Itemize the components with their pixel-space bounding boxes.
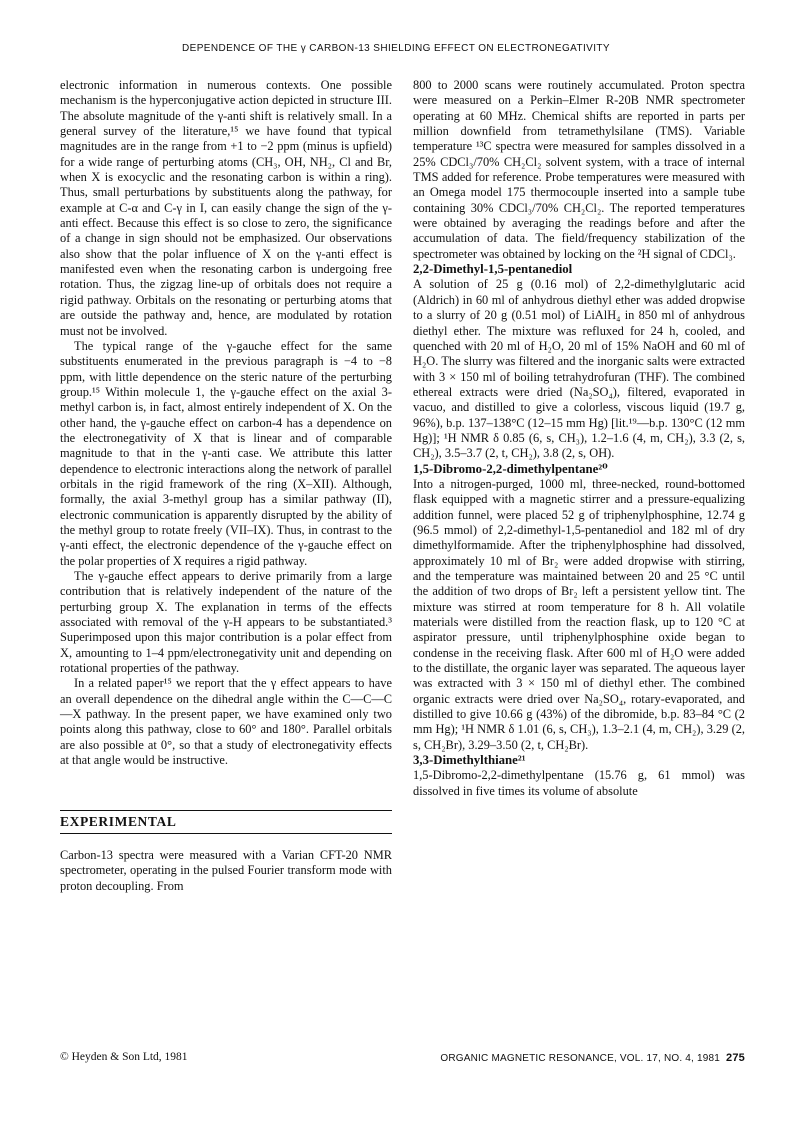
- copyright-footer: © Heyden & Son Ltd, 1981: [60, 1051, 188, 1063]
- spacer: [60, 834, 392, 848]
- paragraph: A solution of 25 g (0.16 mol) of 2,2-dimethylglutaric acid (Aldrich) in 60 ml of anhydrous diethyl ether was added dropwise to a slurry of 20 g (0.51 mol) of LiAlH₄ in 850 ml of anhydrous diethyl ether. The mixture was refluxed for 24 h, cooled, and quenched with 20 ml of H₂O, 20 ml of 15% NaOH and 60 ml of H₂O. The slurry was filtered and the inorganic salts were extracted with 3 × 150 ml of boiling tetrahydrofuran (THF). The combined ethereal extracts were dried (Na₂SO₄), filtered, evaporated in vacuo, and distilled to give a colorless, viscous liquid (19.7 g, 96%), b.p. 137–138°C (12–15 mm Hg) [lit.¹⁹—b.p. 130°C (12 mm Hg)]; ¹H NMR δ 0.85 (6, s, CH₃), 1.2–1.6 (4, m, CH₂), 3.3 (2, s, CH₂), 3.5–3.7 (2, t, CH₂), 3.8 (2, s, OH).: [413, 277, 745, 461]
- paragraph: 1,5-Dibromo-2,2-dimethylpentane (15.76 g, 61 mmol) was dissolved in five times its volume of absolute: [413, 768, 745, 798]
- subsection-heading: 2,2-Dimethyl-1,5-pentanediol: [413, 262, 573, 277]
- page-number: 275: [726, 1052, 745, 1064]
- section-heading-experimental: EXPERIMENTAL: [60, 810, 392, 833]
- subsection-heading: 3,3-Dimethylthiane²¹: [413, 753, 526, 768]
- left-column: [60, 78, 392, 894]
- paragraph: In a related paper¹⁵ we report that the γ effect appears to have an overall dependence on the dihedral angle within the C—C—C—X pathway. In the present paper, we have examined only two points along this pathway, close to 60° and 180°. Parallel orbitals are also possible at 0°, so that a study of electronegativity effects at that angle would be instructive.: [60, 676, 392, 768]
- paragraph: The typical range of the γ-gauche effect for the same substituents enumerated in the previous paragraph is −4 to −8 ppm, with little dependence on the steric nature of the perturbing group.¹⁵ Within molecule 1, the γ-gauche effect on the axial 3-methyl carbon is, in fact, almost entirely independent of X. On the other hand, the γ-gauche effect on carbon-4 has a dependence on the electronegativity of X that is linear and of comparable magnitude to that in the γ-anti case. We attribute this latter dependence to electronic interactions along the network of parallel orbitals in the rigid framework of the ring (X–XII). Although, formally, the axial 3-methyl group has a similar pathway (II), electronic communication is apparently disrupted by the ability of the methyl group to rotate freely (VII–IX). Thus, in contrast to the γ-anti effect, the electronic dependence of the γ-gauche effect on the polar properties of X requires a rigid pathway.: [60, 338, 392, 568]
- spacer: [60, 768, 392, 810]
- journal-footer: [413, 1052, 745, 1064]
- paragraph: Carbon-13 spectra were measured with a Varian CFT-20 NMR spectrometer, operating in the pulsed Fourier transform mode with proton decoupling. From: [60, 847, 392, 893]
- journal-citation: ORGANIC MAGNETIC RESONANCE, VOL. 17, NO. 4, 1981: [440, 1053, 721, 1064]
- subsection-heading: 1,5-Dibromo-2,2-dimethylpentane²⁰: [413, 461, 608, 476]
- right-column: [413, 78, 745, 799]
- paragraph: The γ-gauche effect appears to derive primarily from a large contribution that is relatively independent of the nature of the perturbing group X. The explanation in terms of the effects associated with removal of the γ-H appears to be substantiated.³ Superimposed upon this major contribution is a polar effect from X, amounting to 1–4 ppm/electronegativity unit and depending on rotational properties of the pathway.: [60, 569, 392, 676]
- paragraph: 800 to 2000 scans were routinely accumulated. Proton spectra were measured on a Perkin–Elmer R-20B NMR spectrometer operating at 60 MHz. Chemical shifts are reported in parts per million downfield from tetramethylsilane (TMS). Variable temperature ¹³C spectra were measured for samples dissolved in a 25% CDCl₃/70% CH₂Cl₂ solvent system, with a trace of internal TMS added for reference. Probe temperatures were measured with an Omega model 175 thermocouple inserted into a sample tube containing 30% CDCl₃/70% CH₂Cl₂. The reported temperatures were obtained by averaging the readings before and after the accumulation of data. The field/frequency stabilization of the spectrometer was obtained by locking on the ²H signal of CDCl₃.: [413, 78, 745, 261]
- paragraph: Into a nitrogen-purged, 1000 ml, three-necked, round-bottomed flask equipped with a magnetic stirrer and a pressure-equalizing addition funnel, were placed 52 g of triphenylphosphine, 12.74 g (96.5 mmol) of 2,2-dimethyl-1,5-pentanediol and 182 ml of dry dimethylformamide. After the triphenylphosphine had dissolved, approximately 10 ml of Br₂ were added dropwise with stirring, and the temperature was maintained between 20 and 25 °C until the addition of two drops of Br₂ left a persistent yellow tint. The mixture was stirred at room temperature for 8 h. All volatile materials were distilled from the reaction flask, up to 120 °C at aspirator pressure, until triphenylphosphine oxide began to condense in the receiving flask. After 600 ml of H₂O were added to the distillate, the organic layer was separated. The aqueous layer was extracted with 3 × 150 ml of diethyl ether. The combined organic extracts were dried over Na₂SO₄, rotary-evaporated, and distilled to give 10.66 g (43%) of the dibromide, b.p. 83–84 °C (2 mm Hg); ¹H NMR δ 1.01 (6, s, CH₃), 1.3–2.1 (4, m, CH₂), 3.29 (2, s, CH₂Br), 3.29–3.50 (2, t, CH₂Br).: [413, 476, 745, 752]
- running-head: DEPENDENCE OF THE γ CARBON-13 SHIELDING EFFECT ON ELECTRONEGATIVITY: [182, 43, 610, 54]
- paragraph: electronic information in numerous contexts. One possible mechanism is the hyperconjugative action depicted in structure III. The absolute magnitude of the γ-anti shift is relatively small. In a general survey of the literature,¹⁵ we have found that typical magnitudes are in the range from +1 to −2 ppm (minus is upfield) for a wide range of perturbing atoms (CH₃, OH, NH₂, Cl and Br, when X is exocyclic and the resonating carbon is within a ring). Thus, small perturbations by substituents along the pathway, for example at C-α and C-γ in I, can easily change the sign of the γ-anti effect. Because this effect is so close to zero, the significance of a change in sign should not be emphasized. Our observations also show that the polar influence of X on the γ-anti effect is manifested even when the resonating carbon is undergoing free rotation. Thus, the zigzag line-up of orbitals does not require a rigid pathway. Orbitals on the resonating or perturbing atoms that are outside the pathway and, hence, are modulated by rotation must not be involved.: [60, 78, 392, 338]
